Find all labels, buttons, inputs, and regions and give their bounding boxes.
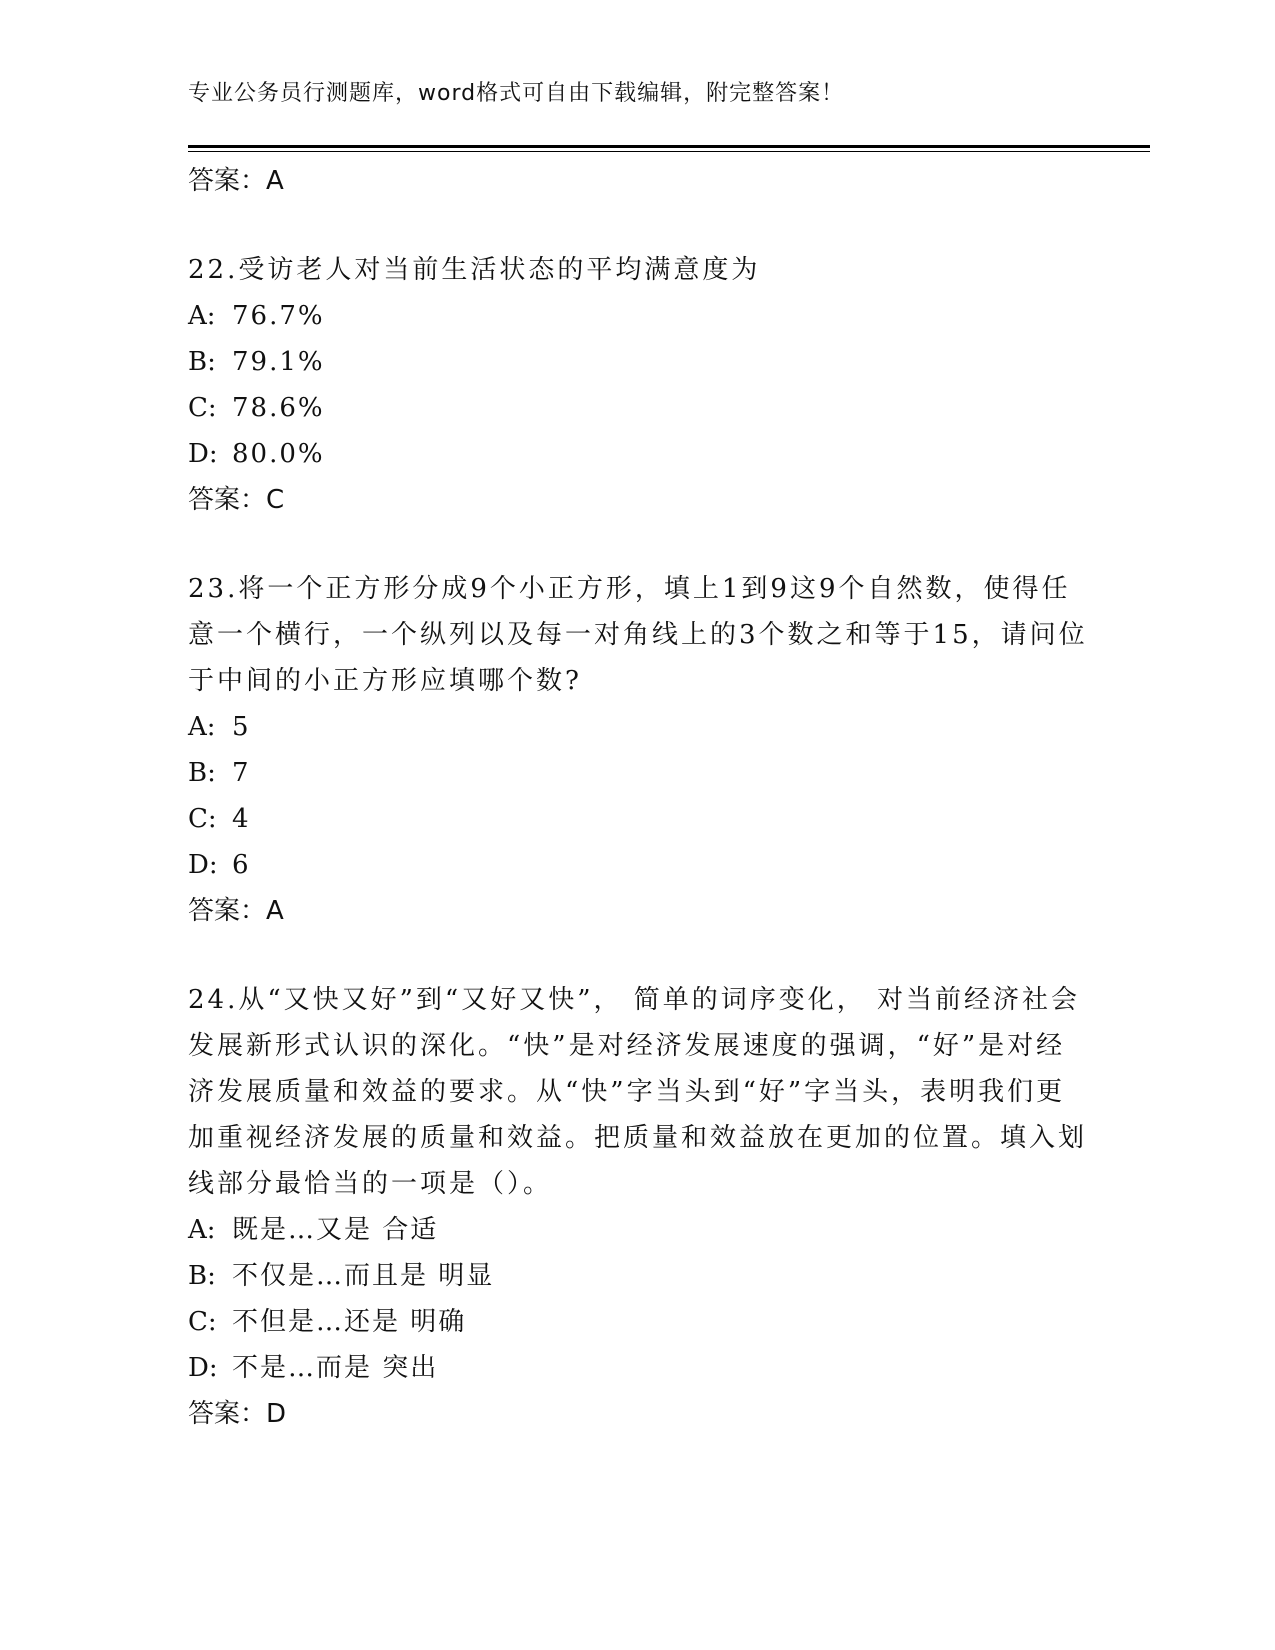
option-label: D:: [188, 439, 218, 469]
question-23: [188, 566, 1088, 934]
header-rule-thick: [188, 145, 1150, 148]
option-d: [188, 431, 1088, 477]
option-b: [188, 750, 1088, 796]
option-text: 4: [232, 804, 251, 834]
option-text: 不仅是…而且是 明显: [232, 1261, 495, 1291]
answer-line: 答案：D: [188, 1399, 287, 1429]
option-b: [188, 1253, 1088, 1299]
option-c: [188, 385, 1088, 431]
option-d: [188, 842, 1088, 888]
leading-answer: 答案：A: [188, 166, 284, 196]
option-c: [188, 796, 1088, 842]
option-label: C:: [188, 804, 217, 834]
option-b: [188, 339, 1088, 385]
option-text: 不但是…还是 明确: [232, 1307, 467, 1337]
option-a: [188, 704, 1088, 750]
option-label: D:: [188, 1353, 218, 1383]
answer-line: 答案：C: [188, 485, 285, 515]
option-text: 6: [232, 850, 251, 880]
option-text: 5: [232, 712, 251, 742]
page-header: 专业公务员行测题库，word格式可自由下载编辑，附完整答案！: [188, 81, 845, 106]
header-rule-thin: [188, 151, 1150, 152]
option-text: 不是…而是 突出: [232, 1353, 439, 1383]
question-22: [188, 247, 1088, 523]
option-label: C:: [188, 393, 217, 423]
question-stem: 23.将一个正方形分成9个小正方形，填上1到9这9个自然数，使得任意一个横行，一个纵列以及每一对角线上的3个数之和等于15，请问位于中间的小正方形应填哪个数?: [188, 574, 1088, 696]
option-label: B:: [188, 347, 216, 377]
option-d: [188, 1345, 1088, 1391]
option-text: 7: [232, 758, 251, 788]
option-label: A:: [188, 301, 216, 331]
option-a: [188, 293, 1088, 339]
question-list: [188, 158, 1088, 1437]
option-label: A:: [188, 712, 216, 742]
option-label: A:: [188, 1215, 216, 1245]
option-label: C:: [188, 1307, 217, 1337]
question-stem: 24.从“又快又好”到“又好又快”， 简单的词序变化， 对当前经济社会发展新形式认识的深化。“快”是对经济发展速度的强调，“好”是对经济发展质量和效益的要求。从“快”字当头到“好”字当头，表明我们更加重视经济发展的质量和效益。把质量和效益放在更加的位置。填入划线部分最恰当的一项是（）。: [188, 985, 1088, 1199]
option-text: 80.0%: [232, 439, 325, 469]
option-text: 76.7%: [232, 301, 325, 331]
question-stem: 22.受访老人对当前生活状态的平均满意度为: [188, 255, 761, 285]
option-text: 既是…又是 合适: [232, 1215, 439, 1245]
question-24: [188, 977, 1088, 1437]
option-text: 78.6%: [232, 393, 325, 423]
option-label: B:: [188, 1261, 216, 1291]
answer-line: 答案：A: [188, 896, 284, 926]
option-label: D:: [188, 850, 218, 880]
option-a: [188, 1207, 1088, 1253]
option-c: [188, 1299, 1088, 1345]
option-label: B:: [188, 758, 216, 788]
option-text: 79.1%: [232, 347, 325, 377]
